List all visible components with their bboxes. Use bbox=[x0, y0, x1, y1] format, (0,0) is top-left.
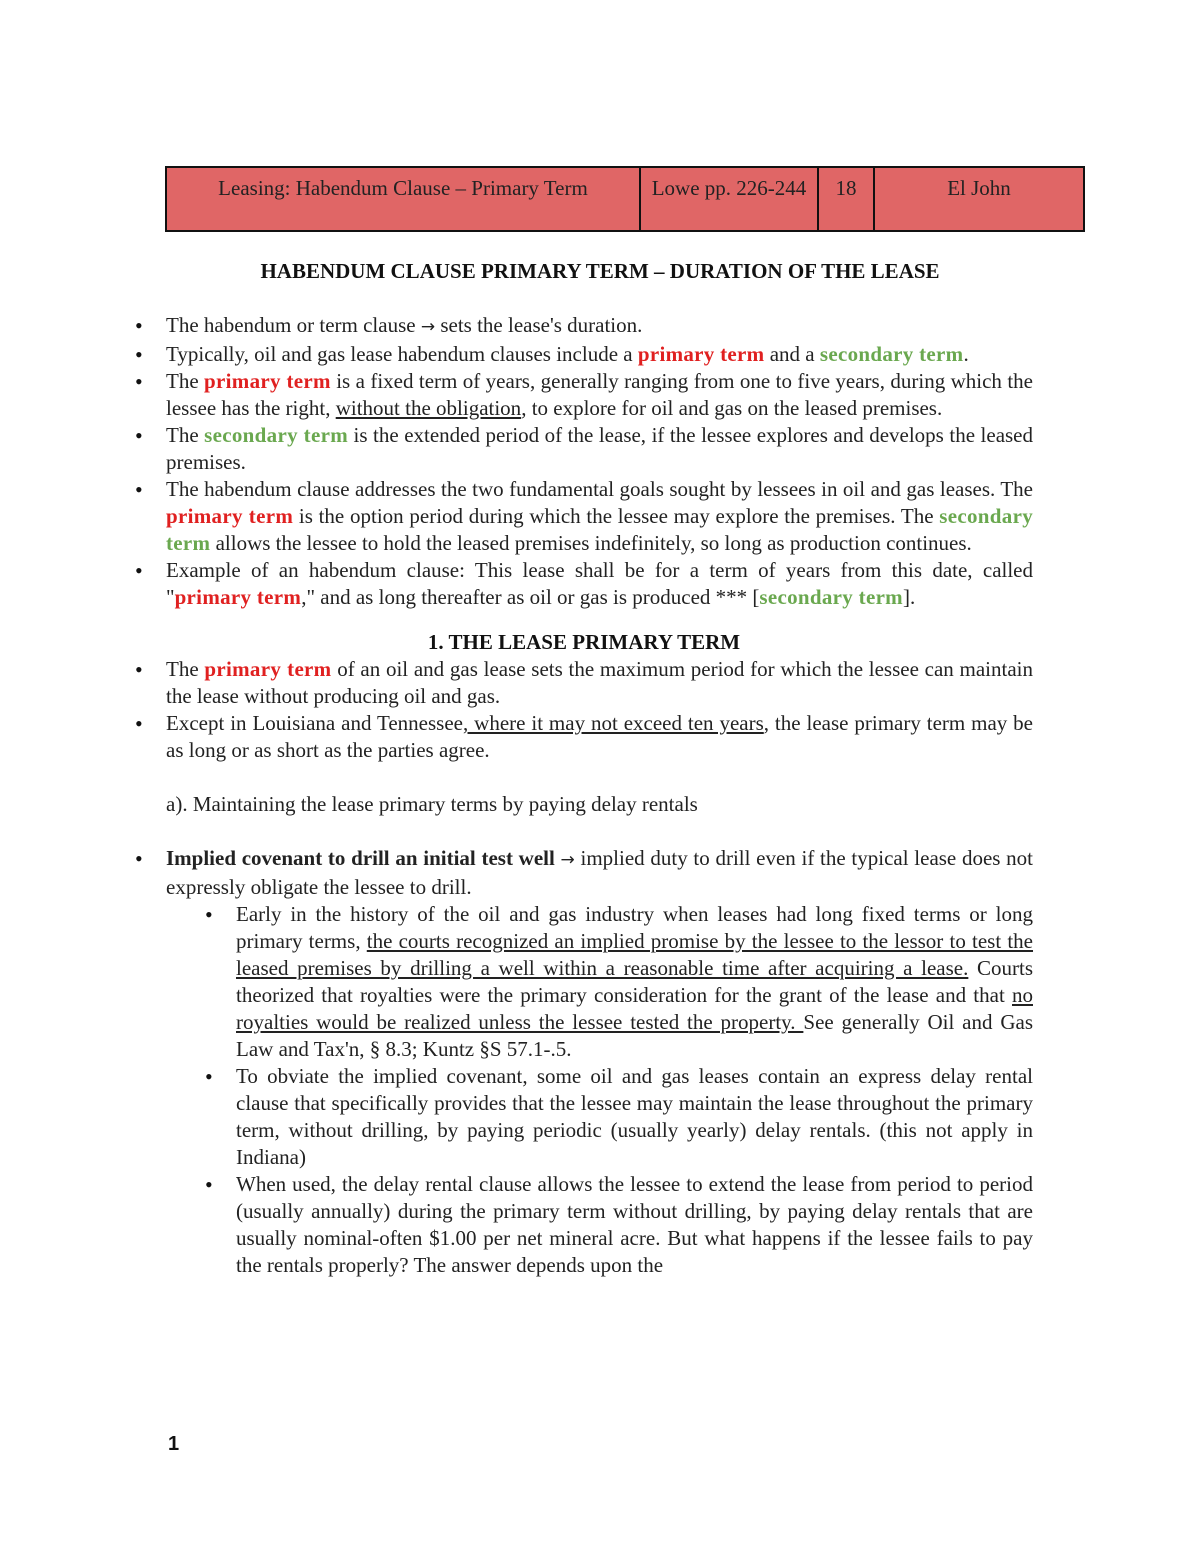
document-title: HABENDUM CLAUSE PRIMARY TERM – DURATION OF THE LEASE bbox=[260, 259, 940, 283]
list-item: • Example of an habendum clause: This lease shall be for a term of years from this date, called "primary term," and as long thereafter as oil or gas is produced *** [secondary term]. bbox=[135, 557, 1033, 611]
section1-list bbox=[135, 656, 1033, 764]
list-item: • The habendum clause addresses the two fundamental goals sought by lessees in oil and gas leases. The primary term is the option period during which the lessee may explore the premises. The secondary term allows the lessee to hold the leased premises indefinitely, so long as production continues. bbox=[135, 476, 1033, 557]
document-body bbox=[135, 312, 1033, 1279]
right-arrow-icon: → bbox=[560, 850, 575, 870]
implied-sub-list bbox=[135, 901, 1033, 1279]
list-item: • Typically, oil and gas lease habendum clauses include a primary term and a secondary term. bbox=[135, 341, 1033, 368]
right-arrow-icon: → bbox=[420, 317, 436, 337]
section-heading: 1. THE LEASE PRIMARY TERM bbox=[427, 630, 741, 654]
list-item: • The secondary term is the extended period of the lease, if the lessee explores and develops the leased premises. bbox=[135, 422, 1033, 476]
header-pages: Lowe pp. 226-244 bbox=[640, 167, 818, 231]
list-item: • Early in the history of the oil and gas industry when leases had long fixed terms or long primary terms, the courts recognized an implied promise by the lessee to the lessor to test the leased premises by drilling a well within a reasonable time after acquiring a lease. Courts theorized that royalties were the primary consideration for the grant of the lease and that no royalties would be realized unless the lessee tested the property. See generally Oil and Gas Law and Tax'n, § 8.3; Kuntz §S 57.1-.5. bbox=[205, 901, 1033, 1063]
page-number: 1 bbox=[168, 1433, 180, 1455]
list-item: • The primary term is a fixed term of years, generally ranging from one to five years, during which the lessee has the right, without the obligation, to explore for oil and gas on the leased premises. bbox=[135, 368, 1033, 422]
list-item: • The habendum or term clause → sets the lease's duration. bbox=[135, 312, 1033, 341]
list-item: • When used, the delay rental clause allows the lessee to extend the lease from period to period (usually annually) during the primary term without drilling, by paying delay rentals that are usually nominal-often $1.00 per net mineral acre. But what happens if the lessee fails to pay the rentals properly? The answer depends upon the bbox=[205, 1171, 1033, 1279]
list-item: • Except in Louisiana and Tennessee, where it may not exceed ten years, the lease primary term may be as long or as short as the parties agree. bbox=[135, 710, 1033, 764]
subsection-heading: a). Maintaining the lease primary terms by paying delay rentals bbox=[166, 792, 698, 816]
header-author: El John bbox=[874, 167, 1084, 231]
header-table bbox=[165, 166, 1085, 232]
list-item: • The primary term of an oil and gas lease sets the maximum period for which the lessee can maintain the lease without producing oil and gas. bbox=[135, 656, 1033, 710]
implied-list bbox=[135, 845, 1033, 901]
header-topic: Leasing: Habendum Clause – Primary Term bbox=[166, 167, 640, 231]
intro-list bbox=[135, 312, 1033, 611]
header-number: 18 bbox=[818, 167, 874, 231]
list-item: • Implied covenant to drill an initial test well → implied duty to drill even if the typical lease does not expressly obligate the lessee to drill. bbox=[135, 845, 1033, 901]
list-item: • To obviate the implied covenant, some oil and gas leases contain an express delay rental clause that specifically provides that the lessee may maintain the lease throughout the primary term, without drilling, by paying periodic (usually yearly) delay rentals. (this not apply in Indiana) bbox=[205, 1063, 1033, 1171]
